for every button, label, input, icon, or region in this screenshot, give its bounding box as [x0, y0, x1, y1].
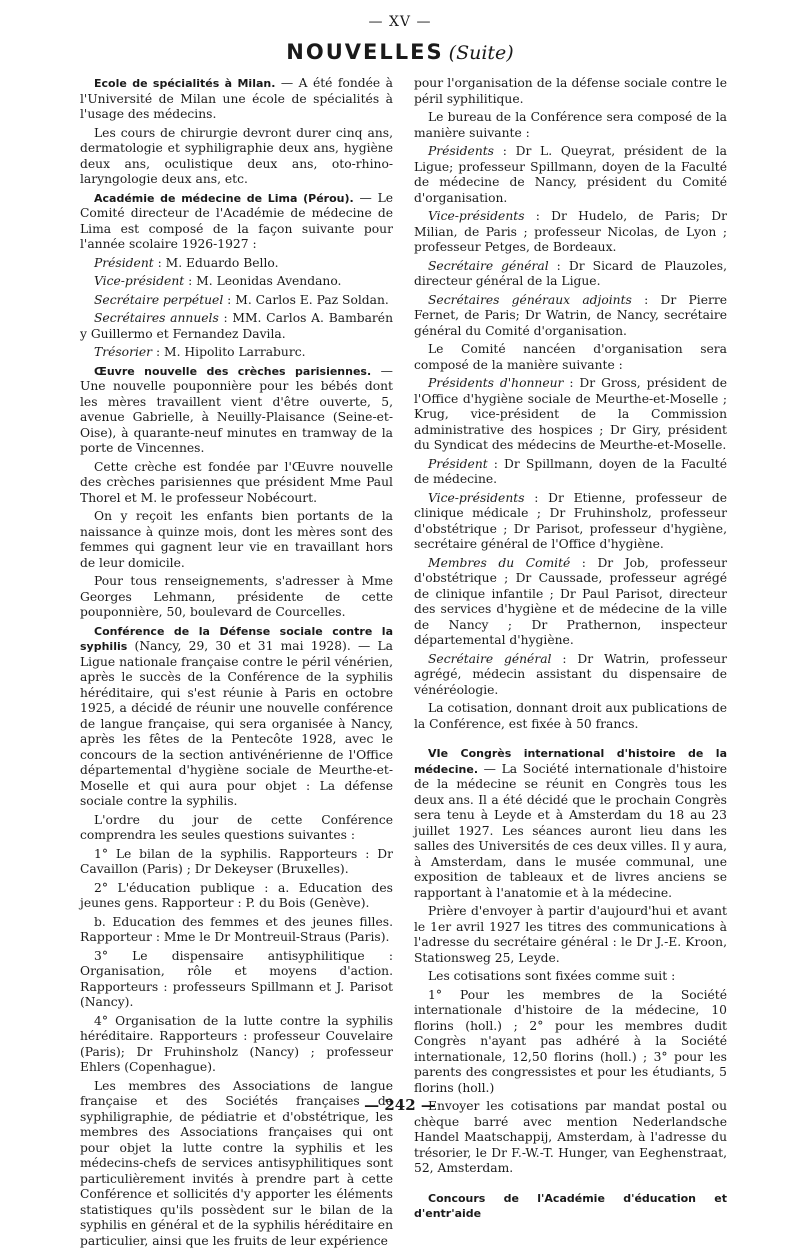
paragraph: [414, 652, 727, 699]
paragraph: [80, 460, 393, 507]
role-label: Secrétaire perpétuel: [94, 292, 224, 307]
paragraph-text: 1° Le bilan de la syphilis. Rapporteurs : Dr Cavaillon (Paris) ; Dr Dekeyser (Bruxelles).: [80, 846, 393, 876]
paragraph-text: pour l'organisation de la défense sociale contre le péril syphilitique.: [414, 76, 727, 106]
paragraph-text: : Dr L. Queyrat, président de la Ligue; professeur Spillmann, doyen de la Faculté de médecine de Nancy, président du Comité d'organisation.: [414, 144, 727, 205]
role-label: Trésorier: [94, 345, 153, 359]
role-label: Vice-président: [94, 274, 185, 288]
role-label: Vice-présidents: [428, 490, 525, 505]
role-label: Secrétaire général: [428, 651, 552, 666]
paragraph-text: Les cotisations sont fixées comme suit :: [428, 969, 676, 983]
role-label: Secrétaires généraux adjoints: [428, 292, 632, 307]
paragraph-text: Les cours de chirurgie devront durer cinq ans, dermatologie et syphiligraphie deux ans, hygiène deux ans, oculistique deux ans, oto-rhino-laryngologie deux ans, etc.: [80, 125, 393, 186]
paragraph-text: : MM. Carlos A. Bambarén y Guillermo et Fernandez Davila.: [80, 311, 394, 341]
paragraph-text: Envoyer les cotisations par mandat postal ou chèque barré avec mention Nederlandsche Handel Maatschappij, Amsterdam, à l'adresse du trésorier, le Dr F.-W.-T. Hunger, van Eeghenstraat, 52, Amsterdam.: [414, 1099, 727, 1175]
paragraph-text: : Dr Etienne, professeur de clinique médicale ; Dr Fruhinsholz, professeur d'obstétrique ; Dr Parisot, professeur d'hygiène, secrétaire général de l'Office d'hygiène.: [414, 490, 727, 551]
news-heading: Œuvre nouvelle des crèches parisiennes.: [94, 364, 372, 378]
paragraph: [414, 491, 727, 553]
news-heading: VIe Congrès international d'histoire de la médecine.: [414, 747, 727, 776]
paragraph-text: — Une nouvelle pouponnière pour les bébés dont les mères travaillent vient d'être ouverte, 5, avenue Gabrielle, à Neuilly-Plaisance (Seine-et-Oise), à quarante-neuf minutes en tramway de la porte de Vincennes.: [80, 363, 393, 455]
paragraph-text: 4° Organisation de la lutte contre la syphilis héréditaire. Rapporteurs : professeur Couvelaire (Paris); Dr Fruhinsholz (Nancy) ; professeur Ehlers (Copenhague).: [80, 1013, 393, 1074]
title-suite: (Suite): [448, 42, 514, 64]
paragraph: [80, 574, 393, 621]
page-number: — 242 —: [364, 1096, 436, 1114]
paragraph: [80, 813, 393, 844]
paragraph: [414, 556, 727, 649]
paragraph-text: : Dr Watrin, professeur agrégé, médecin assistant du dispensaire de vénéréologie.: [414, 651, 727, 697]
role-label: Secrétaires annuels: [94, 311, 219, 325]
paragraph: [80, 293, 393, 309]
paragraph: [414, 1191, 727, 1222]
paragraph-text: On y reçoit les enfants bien portants de la naissance à quinze mois, dont les mères sont des femmes qui gagnent leur vie en travaillant hors de leur domicile.: [80, 509, 393, 570]
paragraph-text: L'ordre du jour de cette Conférence comprendra les seules questions suivantes :: [80, 812, 393, 842]
paragraph-text: — La Société internationale d'histoire de la médecine se réunit en Congrès tous les deux ans. Il a été décidé que le prochain Congrès sera tenu à Leyde et à Amsterdam du 18 au 23 juillet 1927. Les séances auront lieu dans les salles des Universités de ces deux villes. Il y aura, à Amsterdam, dans le musée communal, une exposition de tableaux et de livres anciens se rapportant à l'anatomie et à la médecine.: [414, 761, 727, 900]
paragraph-text: : Dr Job, professeur d'obstétrique ; Dr Caussade, professeur agrégé de clinique infantile ; Dr Paul Parisot, directeur des services d'hygiène et de médecine de la ville de Nancy ; Dr Prathernon, inspecteur départemental d'hygiène.: [414, 555, 727, 647]
paragraph-text: Le bureau de la Conférence sera composé de la manière suivante :: [414, 110, 727, 140]
paragraph: [414, 110, 727, 141]
paragraph: [414, 969, 727, 985]
paragraph: [414, 988, 727, 1097]
role-label: Présidents d'honneur: [428, 376, 564, 390]
paragraph-text: : M. Eduardo Bello.: [153, 255, 279, 270]
paragraph-text: b. Education des femmes et des jeunes filles. Rapporteur : Mme le Dr Montreuil-Straus (Paris).: [80, 914, 393, 944]
paragraph: [414, 76, 727, 107]
role-label: Secrétaire général: [428, 258, 549, 273]
paragraph-text: : M. Carlos E. Paz Soldan.: [223, 292, 389, 307]
paragraph-text: Prière d'envoyer à partir d'aujourd'hui et avant le 1er avril 1927 les titres des communications à l'adresse du secrétaire général : le Dr J.-E. Kroon, Stationsweg 25, Leyde.: [414, 904, 727, 965]
paragraph-text: (Nancy, 29, 30 et 31 mai 1928). — La Ligue nationale française contre le péril vénérien, après le succès de la Conférence de la syphilis héréditaire, qui s'est réunie à Paris en octobre 1925, a décidé de réunir une nouvelle conférence de langue française, qui sera organisée à Nancy, après les fêtes de la Pentecôte 1928, avec le concours de la section antivénérienne de l'Office départemental d'hygiène sociale de Meurthe-et-Moselle et qui aura pour objet : La défense sociale contre la syphilis.: [80, 639, 393, 808]
paragraph-text: : Dr Gross, président de l'Office d'hygiène sociale de Meurthe-et-Moselle ; Krug, vice-président de la Commission administrative des hospices ; Dr Giry, président du Syndicat des médecins de Meurthe-et-Moselle.: [414, 376, 727, 452]
paragraph: [80, 345, 393, 361]
news-heading: Concours de l'Académie d'éducation et d'entr'aide: [414, 1191, 727, 1220]
section-title: [0, 40, 800, 64]
paragraph: [414, 293, 727, 340]
paragraph-text: : Dr Pierre Fernet, de Paris; Dr Watrin, de Nancy, secrétaire général du Comité d'organisation.: [414, 292, 728, 338]
paragraph: [414, 259, 727, 290]
role-label: Présidents: [428, 144, 494, 158]
title-main: NOUVELLES: [286, 40, 444, 64]
paragraph: [414, 457, 727, 488]
paragraph: [80, 311, 393, 342]
paragraph-text: La cotisation, donnant droit aux publications de la Conférence, est fixée à 50 francs.: [414, 701, 727, 731]
paragraph: [80, 256, 393, 272]
paragraph: [80, 1014, 393, 1076]
paragraph-text: : Dr Sicard de Plauzoles, directeur général de la Ligue.: [414, 258, 727, 288]
paragraph: [414, 746, 727, 901]
paragraph-text: Le Comité nancéen d'organisation sera composé de la manière suivante :: [414, 342, 727, 372]
roman-page-number: — XV —: [368, 14, 432, 30]
paragraph-text: — A été fondée à l'Université de Milan une école de spécialités à l'usage des médecins.: [80, 76, 393, 121]
paragraph-text: Pour tous renseignements, s'adresser à Mme Georges Lehmann, présidente de cette pouponnière, 50, boulevard de Courcelles.: [80, 574, 393, 619]
left-column: [80, 76, 393, 1252]
paragraph: [414, 342, 727, 373]
paragraph-text: Les membres des Associations de langue française et des Sociétés françaises de syphiligraphie, de pédiatrie et d'obstétrique, les membres des Associations françaises qui ont pour objet la lutte contre la syphilis et les médecins-chefs de services antisyphilitiques sont particulièrement invités à prendre part à cette Conférence et sollicités d'y apporter les éléments statistiques qu'ils possèdent sur le bilan de la syphilis en général et de la syphilis héréditaire en particulier, ainsi que les fruits de leur expérience: [80, 1078, 393, 1248]
paragraph: [80, 881, 393, 912]
paragraph: [414, 701, 727, 732]
paragraph: [414, 209, 727, 256]
paragraph-text: Cette crèche est fondée par l'Œuvre nouvelle des crèches parisiennes que président Mme Paul Thorel et M. le professeur Nobécourt.: [80, 459, 393, 505]
paragraph-text: : Dr Spillmann, doyen de la Faculté de médecine.: [414, 456, 727, 486]
paragraph-text: : M. Hipolito Larraburc.: [152, 345, 306, 359]
role-label: Président: [428, 456, 488, 471]
role-label: Vice-présidents: [428, 209, 525, 223]
paragraph: [414, 904, 727, 966]
paragraph: [80, 949, 393, 1011]
paragraph: [80, 509, 393, 571]
news-heading: Académie de médecine de Lima (Pérou).: [94, 191, 354, 205]
paragraph: [80, 76, 393, 123]
paragraph: [414, 144, 727, 206]
paragraph: [80, 274, 393, 290]
paragraph-text: : M. Leonidas Avendano.: [184, 274, 342, 288]
paragraph-text: 2° L'éducation publique : a. Education des jeunes gens. Rapporteur : P. du Bois (Genève).: [80, 880, 393, 910]
paragraph: [80, 191, 393, 253]
paragraph: [80, 847, 393, 878]
right-column: [414, 76, 727, 1225]
paragraph: [80, 624, 393, 810]
paragraph: [80, 364, 393, 457]
paragraph: [80, 915, 393, 946]
paragraph: [414, 376, 727, 454]
paragraph-text: — Le Comité directeur de l'Académie de médecine de Lima est composé de la façon suivante pour l'année scolaire 1926-1927 :: [80, 190, 394, 251]
paragraph-text: 1° Pour les membres de la Société internationale d'histoire de la médecine, 10 florins (holl.) ; 2° pour les membres dudit Congrès n'ayant pas adhéré à la Société internationale, 12,50 florins (holl.) ; 3° pour les parents des congressistes et pour les étudiants, 5 florins (holl.): [414, 987, 727, 1095]
news-heading: Conférence de la Défense sociale contre la syphilis: [80, 624, 393, 653]
paragraph-text: 3° Le dispensaire antisyphilitique : Organisation, rôle et moyens d'action. Rapporteurs : professeurs Spillmann et J. Parisot (Nancy).: [80, 948, 393, 1009]
role-label: Président: [94, 255, 154, 270]
role-label: Membres du Comité: [428, 555, 571, 570]
paragraph-text: : Dr Hudelo, de Paris; Dr Milian, de Paris ; professeur Nicolas, de Lyon ; professeur Petges, de Bordeaux.: [414, 209, 727, 254]
paragraph: [80, 126, 393, 188]
news-heading: Ecole de spécialités à Milan.: [94, 77, 276, 90]
